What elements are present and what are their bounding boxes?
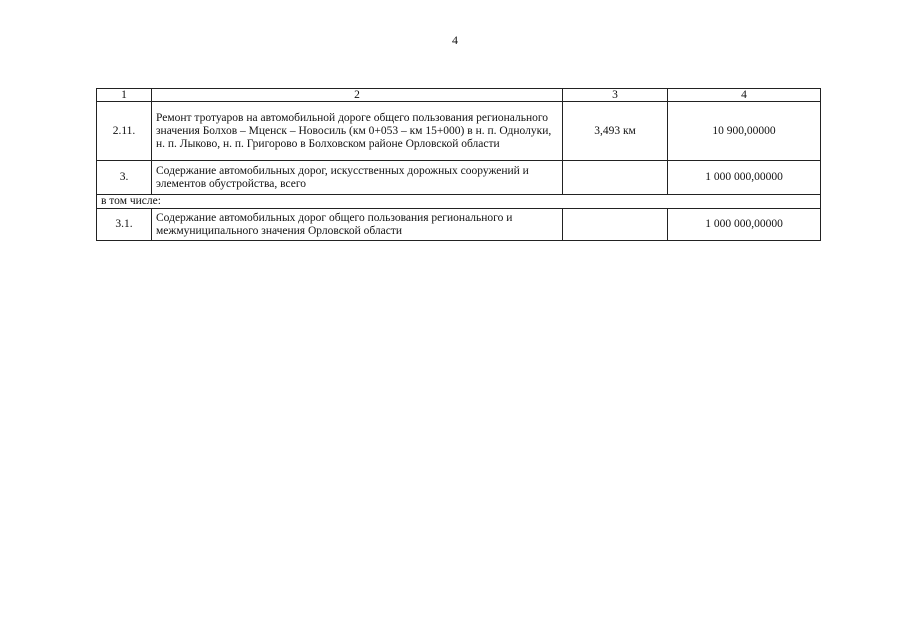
row-description: Ремонт тротуаров на автомобильной дороге общего пользования регионального значения Болхов – Мценск – Новосиль (км 0+053 – км 15+000) в н. п. Однолуки, н. п. Лыково, н. п. Григорово в Болховском районе Орловской области: [152, 102, 563, 161]
row-description: Содержание автомобильных дорог общего пользования регионального и межмуниципального значения Орловской области: [152, 209, 563, 241]
header-col-1: 1: [97, 89, 152, 102]
including-row: [97, 195, 821, 209]
row-quantity: [563, 209, 668, 241]
row-description: Содержание автомобильных дорог, искусственных дорожных сооружений и элементов обустройства, всего: [152, 161, 563, 195]
table-header-row: [97, 89, 821, 102]
table-row: [97, 209, 821, 241]
header-col-2: 2: [152, 89, 563, 102]
row-amount: 1 000 000,00000: [668, 209, 821, 241]
budget-table: [96, 88, 821, 241]
header-col-3: 3: [563, 89, 668, 102]
including-label: в том числе:: [97, 195, 821, 209]
row-number: 3.: [97, 161, 152, 195]
header-col-4: 4: [668, 89, 821, 102]
row-quantity: [563, 161, 668, 195]
row-quantity: 3,493 км: [563, 102, 668, 161]
page-number: 4: [452, 33, 458, 47]
row-number: 2.11.: [97, 102, 152, 161]
table-row: [97, 161, 821, 195]
row-number: 3.1.: [97, 209, 152, 241]
table-row: [97, 102, 821, 161]
row-amount: 1 000 000,00000: [668, 161, 821, 195]
row-amount: 10 900,00000: [668, 102, 821, 161]
